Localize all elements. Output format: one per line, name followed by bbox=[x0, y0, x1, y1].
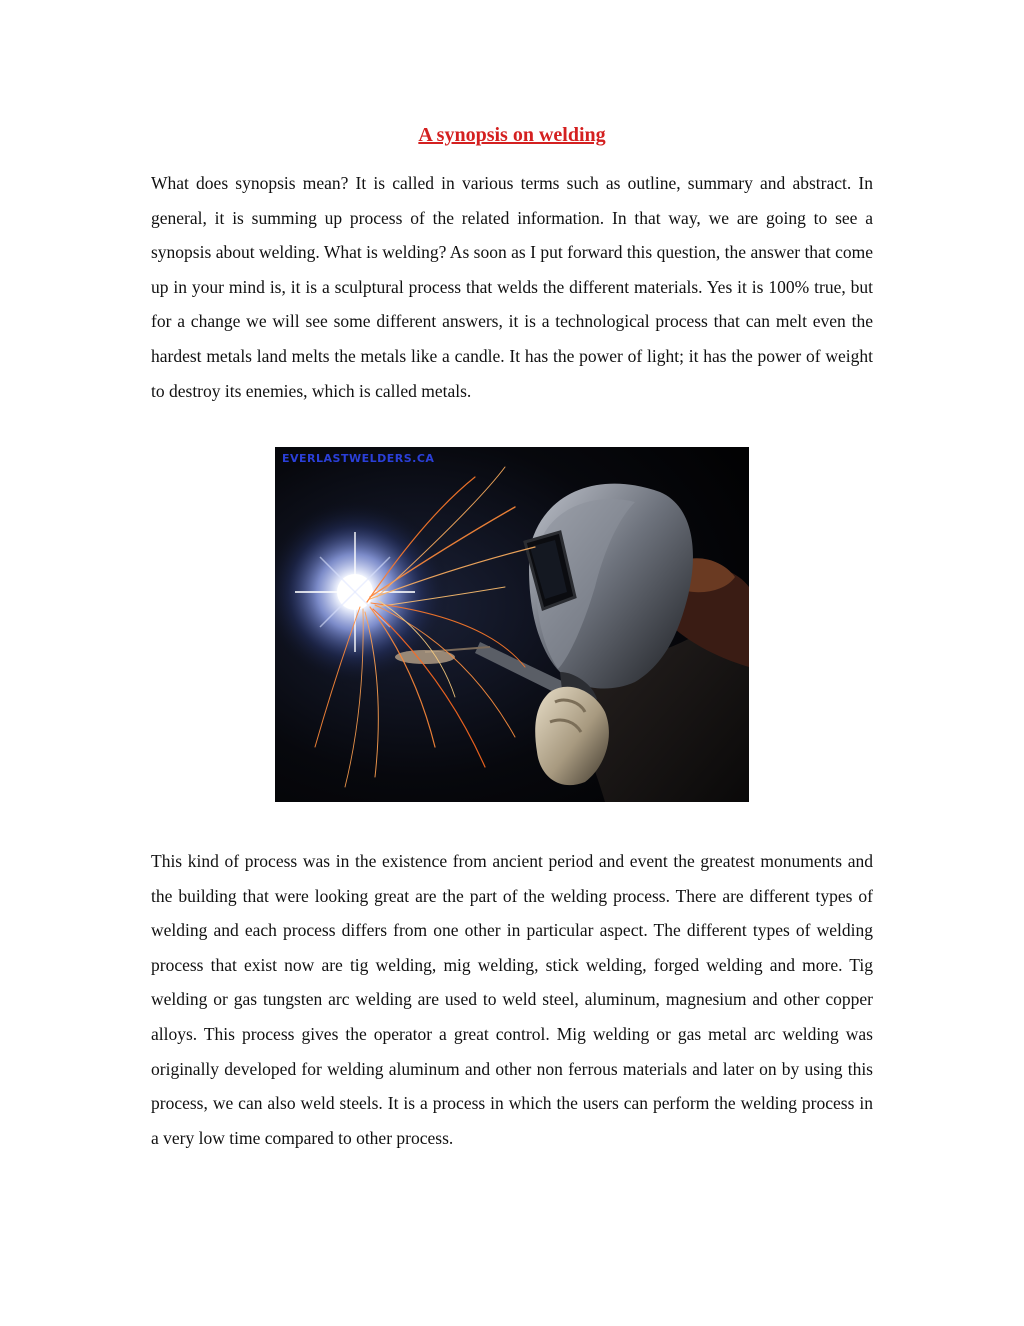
document-title: A synopsis on welding bbox=[418, 124, 606, 146]
paragraph-types: This kind of process was in the existence from ancient period and event the greatest monuments and the building that were looking great are the part of the welding process. There are different types of welding and each process differs from one other in particular aspect. The different types of welding process that exist now are tig welding, mig welding, stick welding, forged welding and more. Tig welding or gas tungsten arc welding are used to weld steel, aluminum, magnesium and other copper alloys. This process gives the operator a great control. Mig welding or gas metal arc welding was originally developed for welding aluminum and other non ferrous materials and later on by using this process, we can also weld steels. It is a process in which the users can perform the welding process in a very low time compared to other process. bbox=[151, 851, 873, 1148]
welder-illustration bbox=[275, 447, 749, 802]
paragraph-intro: What does synopsis mean? It is called in various terms such as outline, summary and abstract. In general, it is summing up process of the related information. In that way, we are going to see a synopsis about welding. What is welding? As soon as I put forward this question, the answer that come up in your mind is, it is a sculptural process that welds the different materials. Yes it is 100% true, but for a change we will see some different answers, it is a technological process that can melt even the hardest metals land melts the metals like a candle. It has the power of light; it has the power of weight to destroy its enemies, which is called metals. bbox=[151, 173, 873, 401]
photo-watermark: EVERLASTWELDERS.CA bbox=[282, 452, 435, 465]
welding-photo bbox=[275, 447, 749, 802]
